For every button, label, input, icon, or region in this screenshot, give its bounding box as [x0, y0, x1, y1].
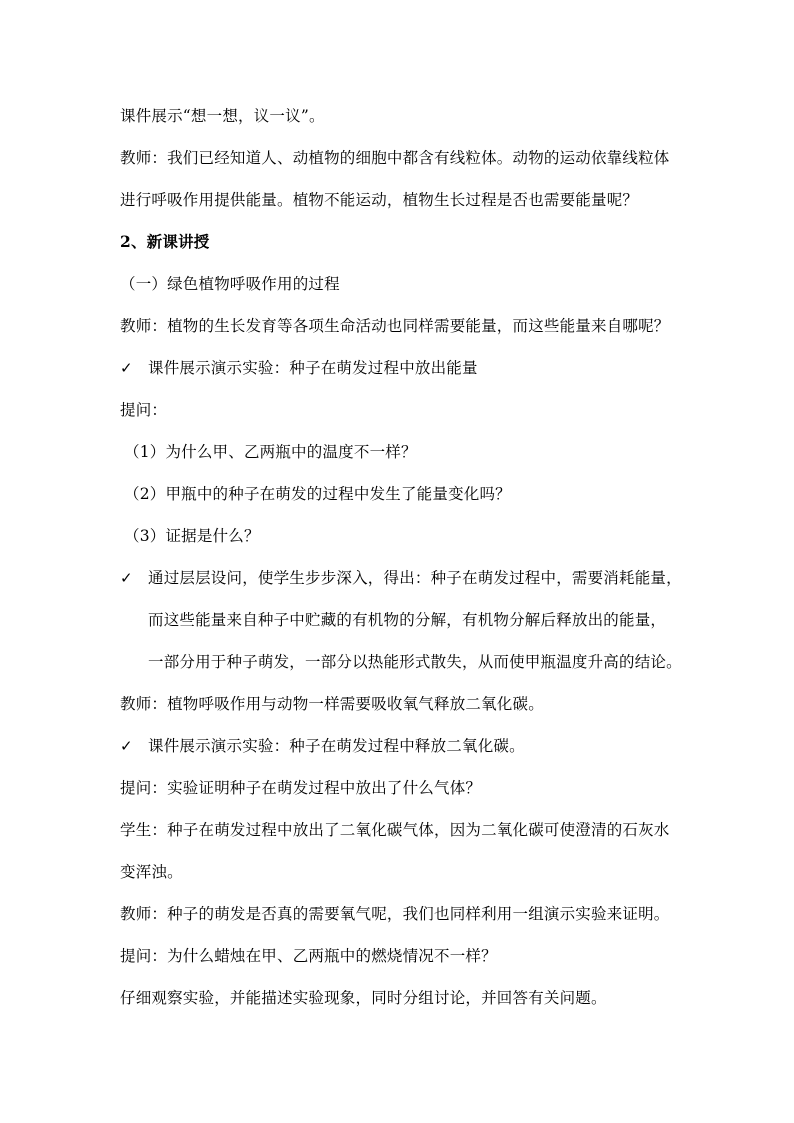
paragraph-line: 学生：种子在萌发过程中放出了二氧化碳气体，因为二氧化碳可使澄清的石灰水 — [120, 821, 670, 839]
checklist-item — [120, 736, 525, 756]
checklist-item-continuation: 而这些能量来自种子中贮藏的有机物的分解，有机物分解后释放出的能量， — [148, 611, 667, 629]
checklist-item-text: 课件展示演示实验：种子在萌发过程中放出能量 — [148, 359, 478, 377]
section-heading: 2、新课讲授 — [120, 232, 210, 251]
paragraph-line: 教师：种子的萌发是否真的需要氧气呢，我们也同样利用一组演示实验来证明。 — [120, 905, 670, 923]
subsection-heading: （一）绿色植物呼吸作用的过程 — [120, 275, 340, 293]
checklist-item — [120, 568, 682, 588]
paragraph-line: 教师：植物的生长发育等各项生命活动也同样需要能量，而这些能量来自哪呢？ — [120, 317, 670, 335]
paragraph-line: 仔细观察实验，并能描述实验现象，同时分组讨论，并回答有关问题。 — [120, 989, 607, 1007]
check-icon: ✓ — [120, 569, 133, 587]
question-item: （2）甲瓶中的种子在萌发的过程中发生了能量变化吗？ — [124, 485, 511, 503]
checklist-item-text: 通过层层设问，使学生步步深入，得出：种子在萌发过程中，需要消耗能量， — [148, 569, 682, 587]
checklist-item-continuation: 一部分用于种子萌发，一部分以热能形式散失，从而使甲瓶温度升高的结论。 — [148, 653, 682, 671]
paragraph-line: 课件展示“想一想，议一议”。 — [120, 107, 325, 125]
check-icon: ✓ — [120, 737, 133, 755]
paragraph-line: 提问：实验证明种子在萌发过程中放出了什么气体？ — [120, 779, 482, 797]
paragraph-line: 提问： — [120, 401, 168, 419]
check-icon: ✓ — [120, 359, 133, 377]
paragraph-line: 变浑浊。 — [120, 863, 183, 881]
question-item: （1）为什么甲、乙两瓶中的温度不一样？ — [124, 443, 417, 461]
paragraph-line: 教师：植物呼吸作用与动物一样需要吸收氧气释放二氧化碳。 — [120, 695, 544, 713]
paragraph-line: 提问：为什么蜡烛在甲、乙两瓶中的燃烧情况不一样？ — [120, 947, 497, 965]
paragraph-line: 进行呼吸作用提供能量。植物不能运动，植物生长过程是否也需要能量呢？ — [120, 191, 639, 209]
checklist-item-text: 课件展示演示实验：种子在萌发过程中释放二氧化碳。 — [148, 737, 525, 755]
paragraph-line: 教师：我们已经知道人、动植物的细胞中都含有线粒体。动物的运动依靠线粒体 — [120, 149, 670, 167]
checklist-item — [120, 358, 478, 378]
question-item: （3）证据是什么？ — [124, 527, 260, 545]
